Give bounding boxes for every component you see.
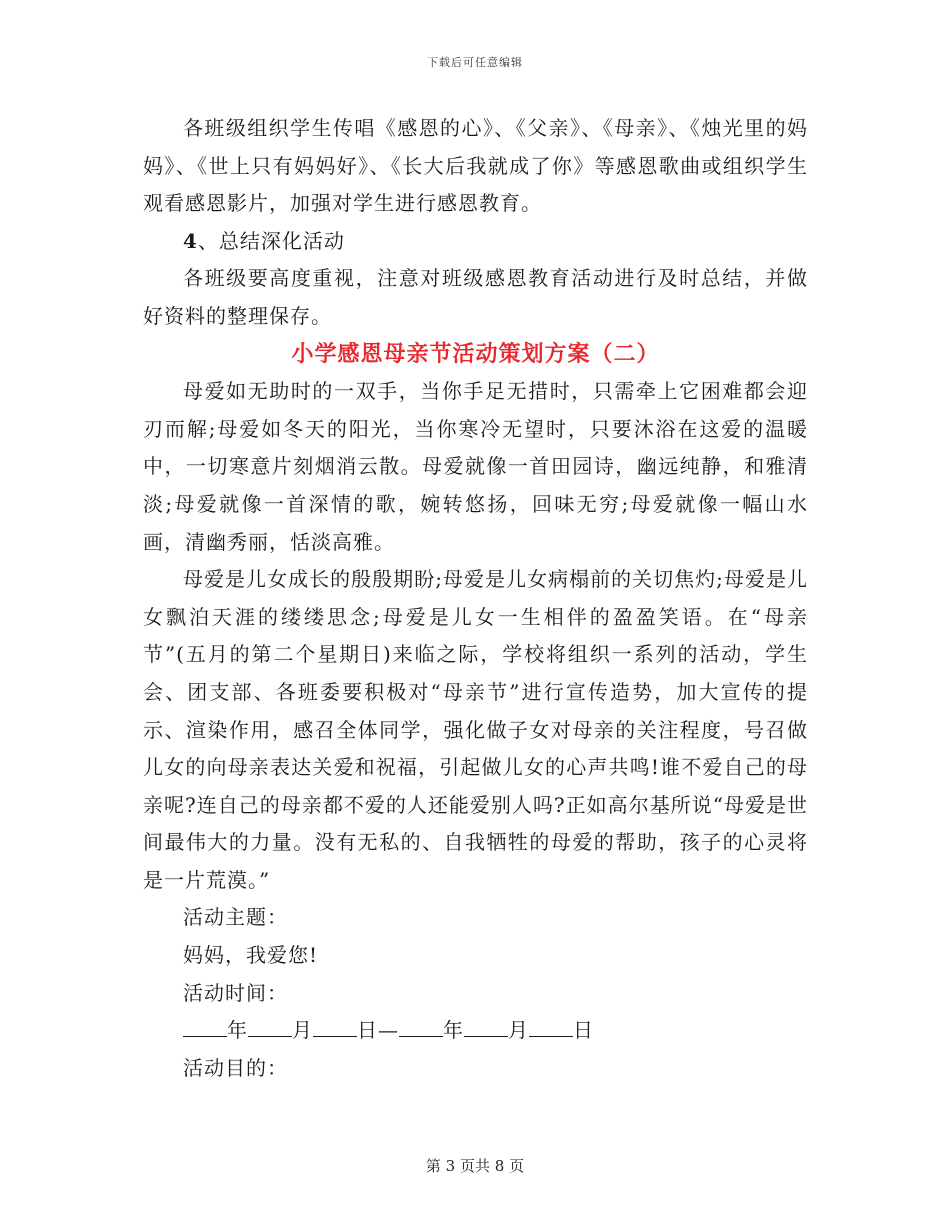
document-body (143, 110, 808, 1087)
item-4-heading (143, 223, 808, 261)
theme-value: 妈妈，我爱您! (183, 943, 319, 968)
time-month: 月 (292, 1018, 313, 1043)
item-4-number: 4 (183, 228, 198, 253)
blank-line (313, 1016, 357, 1037)
section-title: 小学感恩母亲节活动策划方案（二） (291, 340, 660, 367)
blank-line (464, 1016, 508, 1037)
paragraph-mother-love-2: 母爱是儿女成长的殷殷期盼;母爱是儿女病榻前的关切焦灼;母爱是儿女飘泊天涯的缕缕思念;母爱是儿女一生相伴的盈盈笑语。在“母亲节”(五月的第二个星期日)来临之际，学校将组织一系列的活动，学生会、团支部、各班委要积极对“母亲节”进行宣传造势，加大宣传的提示、渲染作用，感召全体同学，强化做子女对母亲的关注程度，号召做儿女的向母亲表达关爱和祝福，引起做儿女的心声共鸣!谁不爱自己的母亲呢?连自己的母亲都不爱的人还能爱别人吗?正如高尔基所说“母爱是世间最伟大的力量。没有无私的、自我牺牲的母爱的帮助，孩子的心灵将是一片荒漠。” (143, 567, 808, 892)
paragraph-summary: 各班级要高度重视，注意对班级感恩教育活动进行及时总结，并做好资料的整理保存。 (143, 266, 808, 328)
time-year: 年 (227, 1018, 248, 1043)
page-header: 下载后可任意编辑 (427, 56, 523, 69)
time-year-2: 年 (443, 1018, 464, 1043)
blank-line (529, 1016, 573, 1037)
item-4-text: 、总结深化活动 (197, 228, 345, 253)
blank-line (183, 1016, 227, 1037)
theme-label: 活动主题： (183, 905, 288, 930)
paragraph-songs: 各班级组织学生传唱《感恩的心》、《父亲》、《母亲》、《烛光里的妈妈》、《世上只有妈妈好》、《长大后我就成了你》等感恩歌曲或组织学生观看感恩影片，加强对学生进行感恩教育。 (143, 116, 808, 216)
page-footer: 第 3 页共 8 页 (425, 1157, 525, 1175)
time-day-dash: 日— (357, 1018, 399, 1043)
paragraph-mother-love-1: 母爱如无助时的一双手，当你手足无措时，只需牵上它困难都会迎刃而解;母爱如冬天的阳光，当你寒冷无望时，只要沐浴在这爱的温暖中，一切寒意片刻烟消云散。母爱就像一首田园诗，幽远纯静，和雅清淡;母爱就像一首深情的歌，婉转悠扬，回味无穷;母爱就像一幅山水画，清幽秀丽，恬淡高雅。 (143, 379, 808, 554)
blank-line (248, 1016, 292, 1037)
blank-line (399, 1016, 443, 1037)
time-month-2: 月 (508, 1018, 529, 1043)
purpose-label: 活动目的： (183, 1055, 288, 1080)
time-blanks (143, 1012, 808, 1050)
time-day-2: 日 (573, 1018, 594, 1043)
time-label: 活动时间： (183, 980, 288, 1005)
